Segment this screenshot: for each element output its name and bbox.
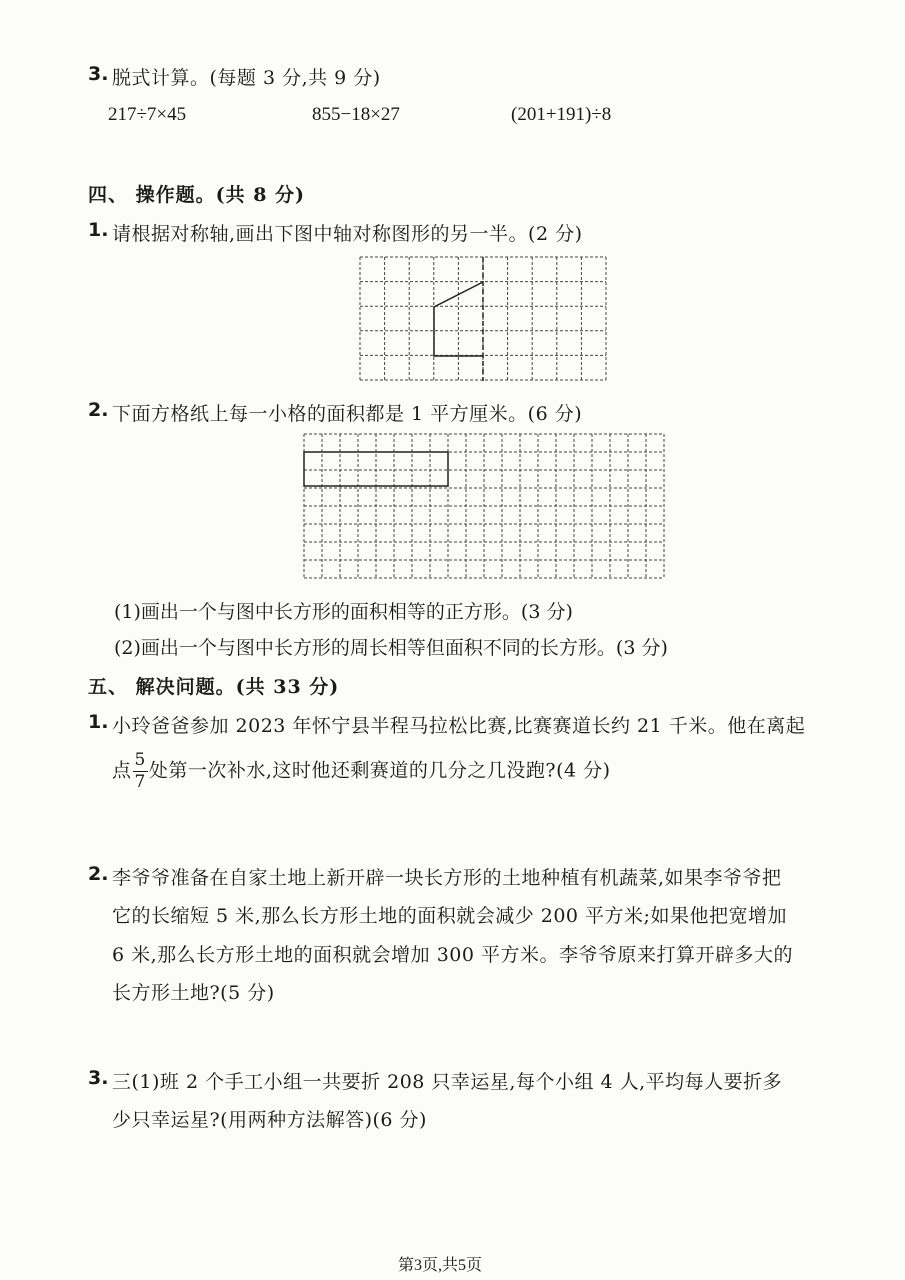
question-text-line: 长方形土地?(5 分) <box>112 982 275 1004</box>
expression-1: 217÷7×45 <box>108 104 187 125</box>
symmetry-grid <box>360 257 606 381</box>
text-segment: 处第一次补水,这时他还剩赛道的几分之几没跑?(4 分) <box>148 759 611 782</box>
section-title: 四、 操作题。(共 8 分) <box>88 184 306 206</box>
fraction <box>133 752 148 791</box>
question-text-line <box>112 752 611 791</box>
area-grid <box>304 434 664 576</box>
question-text-line: 6 米,那么长方形土地的面积就会增加 300 平方米。李爷爷原来打算开辟多大的 <box>112 944 794 966</box>
question-number: 2. <box>88 399 109 421</box>
question-number: 2. <box>88 863 109 885</box>
sub-question-1: (1)画出一个与图中长方形的面积相等的正方形。(3 分) <box>114 601 573 623</box>
question-number: 3. <box>88 1067 109 1089</box>
question-number: 1. <box>88 711 109 733</box>
question-text-line: 三(1)班 2 个手工小组一共要折 208 只幸运星,每个小组 4 人,平均每人要折多 <box>112 1071 783 1093</box>
expression-2: 855−18×27 <box>312 104 400 125</box>
fraction-denominator: 7 <box>134 772 146 792</box>
question-number: 1. <box>88 219 109 241</box>
question-text-line: 它的长缩短 5 米,那么长方形土地的面积就会减少 200 平方米;如果他把宽增加 <box>112 905 787 927</box>
question-text-line: 李爷爷准备在自家土地上新开辟一块长方形的土地种植有机蔬菜,如果李爷爷把 <box>112 867 782 889</box>
text-segment: 点 <box>112 759 132 782</box>
question-text: 脱式计算。(每题 3 分,共 9 分) <box>112 67 381 89</box>
page-footer: 第3页,共5页 <box>398 1257 483 1274</box>
question-text: 请根据对称轴,画出下图中轴对称图形的另一半。(2 分) <box>112 223 583 245</box>
question-text: 下面方格纸上每一小格的面积都是 1 平方厘米。(6 分) <box>112 403 583 425</box>
question-text-line: 少只幸运星?(用两种方法解答)(6 分) <box>112 1109 427 1131</box>
fraction-numerator: 5 <box>134 750 146 770</box>
question-text-line: 小玲爸爸参加 2023 年怀宁县半程马拉松比赛,比赛赛道长约 21 千米。他在离起 <box>112 715 806 737</box>
section-title: 五、 解决问题。(共 33 分) <box>88 676 340 698</box>
question-number: 3. <box>88 63 109 85</box>
sub-question-2: (2)画出一个与图中长方形的周长相等但面积不同的长方形。(3 分) <box>114 637 668 659</box>
expression-3: (201+191)÷8 <box>511 104 612 125</box>
